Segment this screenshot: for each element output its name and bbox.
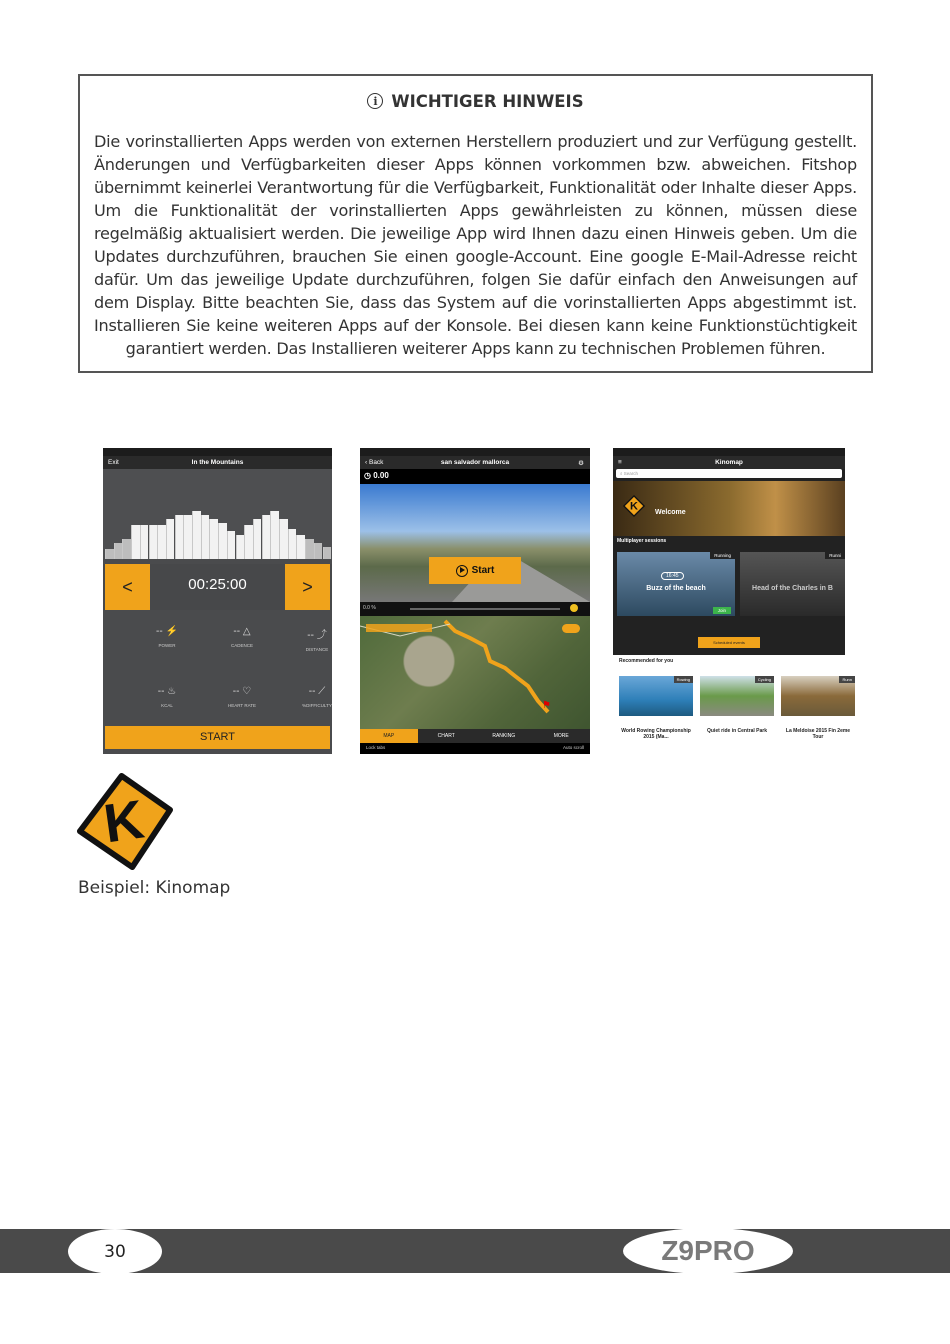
scheduled-events-button[interactable]: Scheduled events — [698, 637, 760, 648]
kinomap-logo-icon — [623, 495, 645, 517]
page-number: 30 — [68, 1229, 162, 1274]
profile-bar — [288, 529, 297, 559]
auto-scroll-toggle[interactable]: Auto scroll — [562, 745, 584, 750]
tab-chart[interactable]: CHART — [437, 733, 455, 739]
profile-bar — [149, 525, 158, 559]
notice-header — [94, 90, 857, 112]
profile-bar — [201, 515, 210, 559]
metric-kcal: -- ♨ KCAL — [157, 686, 177, 708]
recommended-card-rowing[interactable]: Rowing World Rowing Championship 2015 (Ma... — [619, 676, 693, 754]
trend-icon: ⟋ — [318, 686, 326, 697]
back-button[interactable]: ‹ Back — [365, 459, 384, 466]
nav-bar — [103, 456, 332, 469]
status-bar — [103, 448, 332, 456]
session-stats — [613, 618, 845, 632]
recommended-title: La Meldoise 2015 Fin 2eme Tour — [785, 728, 851, 740]
flag-icon: ⚑ — [542, 700, 551, 711]
route-line — [360, 616, 590, 729]
metronome-icon: △ — [242, 626, 251, 637]
route-map[interactable] — [360, 616, 590, 729]
nav-bar — [613, 456, 845, 469]
notice-title: WICHTIGER HINWEIS — [391, 91, 584, 111]
progress-bar[interactable] — [360, 602, 590, 616]
previous-button[interactable]: < — [105, 564, 150, 610]
timer-row — [103, 564, 332, 610]
speed-value: 0.00 — [373, 471, 389, 480]
map-label — [366, 624, 432, 632]
profile-bar — [183, 515, 192, 559]
profile-bar — [166, 519, 175, 559]
metric-heart-rate: -- ♡ HEART RATE — [227, 686, 256, 708]
profile-bar — [314, 543, 323, 559]
play-icon — [456, 565, 468, 577]
route-icon: ⤴ — [316, 630, 327, 641]
tab-map[interactable]: MAP — [360, 729, 418, 743]
coin-icon — [570, 604, 578, 612]
settings-gear-icon[interactable]: ⚙ — [578, 459, 584, 467]
recommended-card-running[interactable]: Runn La Meldoise 2015 Fin 2eme Tour — [781, 676, 855, 754]
workout-title: In the Mountains — [191, 459, 244, 466]
video-ride-screenshot — [360, 448, 590, 754]
multiplayer-heading: Multiplayer sessions — [617, 538, 667, 544]
profile-bar — [262, 515, 271, 559]
next-button[interactable]: > — [285, 564, 330, 610]
search-icon: ⌕ — [620, 471, 623, 476]
power-icon: ⚡ — [165, 626, 178, 637]
profile-bar — [279, 519, 288, 559]
session-title: Buzz of the beach — [646, 585, 706, 592]
profile-bar — [323, 547, 332, 559]
profile-bar — [131, 525, 140, 559]
status-bar — [613, 448, 845, 456]
session-card-charles[interactable] — [740, 552, 845, 616]
profile-bar — [157, 525, 166, 559]
session-tag: Running — [710, 552, 735, 559]
tab-ranking[interactable]: RANKING — [492, 733, 516, 739]
profile-bar — [305, 539, 314, 559]
brand-logo: Z9PRO — [623, 1228, 793, 1274]
profile-bar — [236, 535, 245, 559]
exit-button[interactable]: Exit — [108, 459, 119, 466]
autozoom-toggle[interactable] — [562, 624, 580, 633]
progress-track[interactable] — [410, 608, 560, 610]
metric-difficulty: -- ⟋ %DIFFICULTY — [302, 686, 332, 708]
profile-bar — [192, 511, 201, 559]
profile-bar — [114, 543, 123, 559]
profile-bar — [218, 523, 227, 559]
metric-distance: -- ⤴ DISTANCE — [305, 630, 329, 652]
speedometer-icon: ◷ — [364, 471, 371, 480]
metric-power: -- ⚡ POWER — [156, 626, 178, 648]
session-card-beach[interactable] — [617, 552, 735, 616]
recommended-heading: Recommended for you — [619, 658, 674, 664]
ride-video[interactable] — [360, 484, 590, 602]
profile-bar — [296, 535, 305, 559]
bottom-bar — [360, 743, 590, 754]
profile-bar — [105, 549, 114, 559]
svg-text:K: K — [100, 788, 148, 855]
flame-icon: ♨ — [167, 686, 177, 697]
video-start-button[interactable]: Start — [429, 557, 521, 584]
notice-text: Die vorinstallierten Apps werden von externen Herstellern produziert und zur Verfügung gestellt. Änderungen und Verfügbarkeiten dieser Apps können vorkommen bzw. abweichen. Fitshop übernimmt keinerlei Verantwortung für die Verfügbarkeit, Funktionalität oder Inhalte dieser Apps. Um die Funktionalität der vorinstallierten Apps gewährleisten zu können, müssen diese regelmäßig aktualisiert werden. Die jeweilige App wird Ihnen dazu einen Hinweis geben. Um die Updates durchzuführen, brauchen Sie einen google-Account. Eine google E-Mail-Adresse reicht dafür. Um das jeweilige Update durchzuführen, folgen Sie dafür einfach den Anweisungen auf dem Display. Bitte beachten Sie, dass das System auf die vorinstallierten Apps abgestimmt ist. Installieren Sie keine weiteren Apps auf der Konsole. Bei diesen kann keine Funktionstüchtigkeit garantiert werden. Das Installieren weiterer Apps kann zu technischen Problemen führen. — [94, 132, 857, 358]
profile-bar — [209, 519, 218, 559]
ride-stats-bar — [360, 469, 590, 484]
search-input[interactable]: ⌕ Search — [616, 469, 842, 478]
profile-bar — [175, 515, 184, 559]
recommended-card-cycling[interactable]: Cycling Quiet ride in Central Park — [700, 676, 774, 754]
profile-bar — [253, 519, 262, 559]
app-title: Kinomap — [715, 459, 743, 466]
tab-bar — [360, 729, 590, 743]
tab-more[interactable]: MORE — [553, 733, 569, 739]
nav-bar — [360, 456, 590, 469]
profile-bar — [122, 539, 131, 559]
important-notice-box — [78, 74, 873, 373]
heart-icon: ♡ — [242, 686, 252, 697]
workout-timer: 00:25:00 — [188, 576, 247, 593]
session-title: Head of the Charles in B — [752, 585, 833, 592]
recommended-title: World Rowing Championship 2015 (Ma... — [621, 728, 691, 740]
menu-icon[interactable]: ≡ — [618, 459, 622, 466]
workout-app-screenshot — [103, 448, 332, 754]
metric-cadence: -- △ CADENCE — [230, 626, 253, 648]
welcome-banner[interactable] — [613, 481, 845, 536]
profile-bar — [244, 525, 253, 559]
lock-tabs-toggle[interactable]: Lock tabs — [366, 745, 386, 750]
start-button[interactable]: START — [105, 726, 330, 749]
profile-bar — [140, 525, 149, 559]
kinomap-logo-icon — [76, 773, 173, 870]
logo-caption: Beispiel: Kinomap — [78, 878, 231, 898]
ride-title: san salvador mallorca — [440, 459, 510, 466]
recommended-title: Quiet ride in Central Park — [706, 728, 768, 734]
profile-bar — [270, 511, 279, 559]
profile-bar-graph — [103, 469, 332, 559]
welcome-text: Welcome — [655, 509, 686, 516]
kinomap-home-screenshot — [613, 448, 852, 754]
status-bar — [360, 448, 590, 456]
recommended-section — [613, 655, 852, 754]
profile-bar — [227, 531, 236, 559]
info-icon: i — [367, 93, 383, 109]
svg-text:K: K — [630, 500, 638, 513]
grade-value: 0.0 % — [363, 605, 376, 611]
session-time: 16:45 — [661, 572, 684, 580]
join-button[interactable]: Join — [713, 607, 731, 614]
session-tag: Runni — [825, 552, 845, 559]
